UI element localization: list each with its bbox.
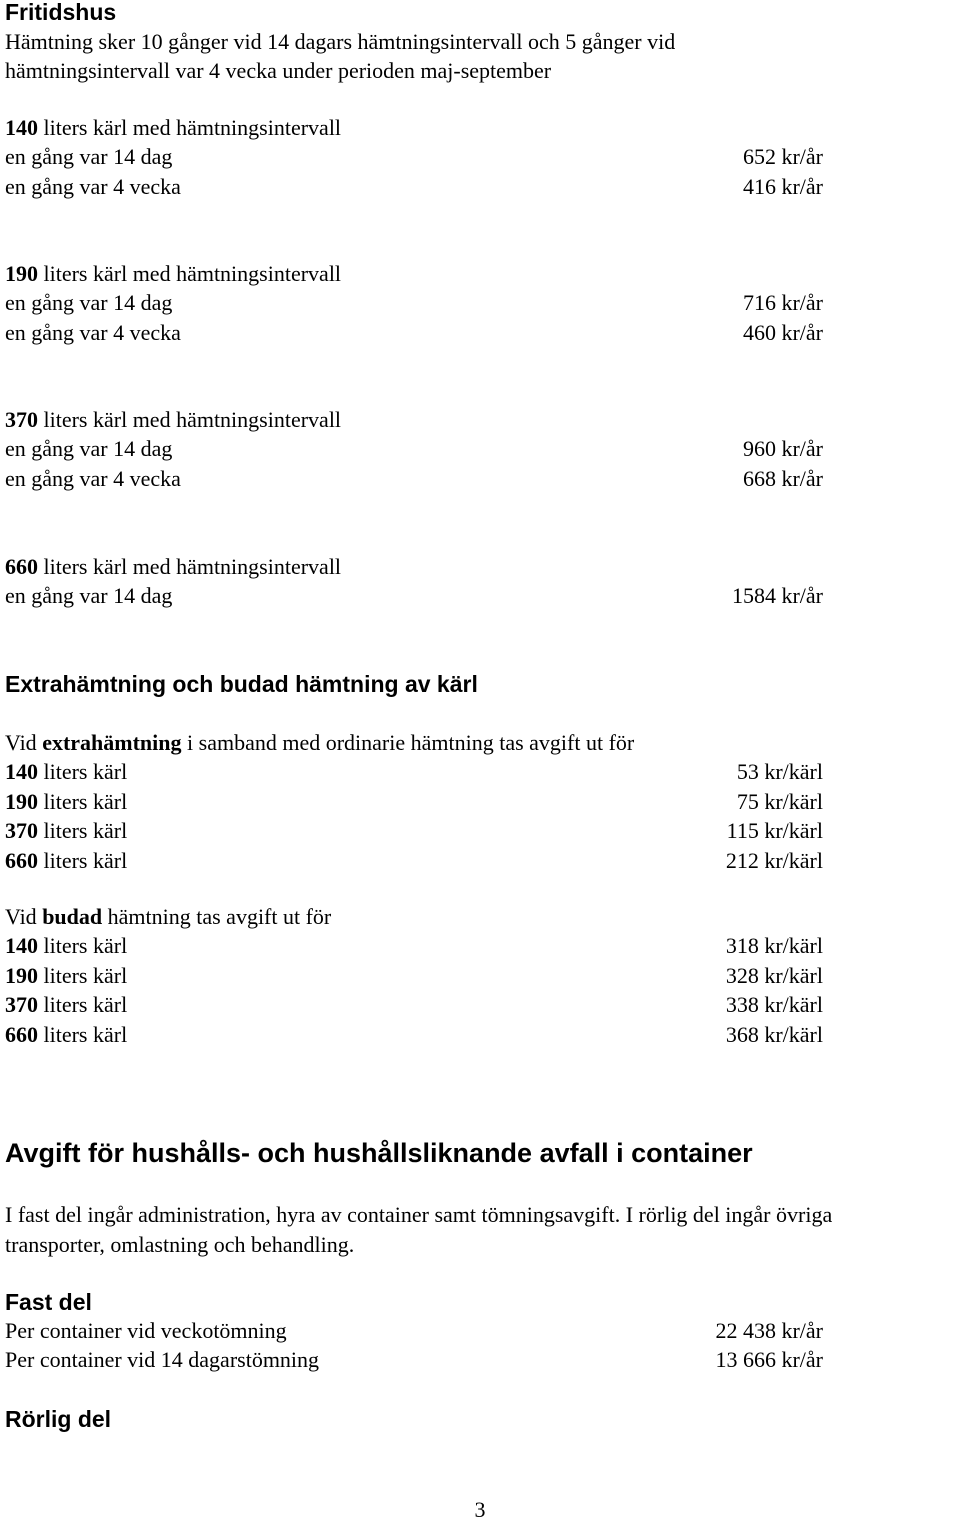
price-value: 716 kr/år	[742, 290, 823, 316]
price-group-660	[0, 552, 960, 611]
subheading-rorlig-del: Rörlig del	[5, 1406, 112, 1432]
bin-size-label: 190 liters kärl	[5, 962, 128, 988]
price-value: 338 kr/kärl	[725, 992, 823, 1018]
intro-line: hämtningsintervall var 4 vecka under perioden maj-september	[5, 58, 552, 83]
group-title: 190 liters kärl med hämtningsintervall	[5, 261, 342, 286]
price-value: 368 kr/kärl	[725, 1021, 823, 1047]
interval-label: en gång var 4 vecka	[5, 319, 181, 345]
section-heading-fritidshus: Fritidshus	[5, 0, 117, 25]
bin-size-label: 660 liters kärl	[5, 1021, 128, 1047]
interval-label: en gång var 4 vecka	[5, 465, 181, 491]
bin-size-label: 660 liters kärl	[5, 847, 128, 873]
section-heading-extrahamtning: Extrahämtning och budad hämtning av kärl	[5, 671, 478, 697]
bin-size-label: 140 liters kärl	[5, 759, 128, 785]
price-value: 652 kr/år	[742, 144, 823, 170]
group-title: 660 liters kärl med hämtningsintervall	[5, 554, 342, 579]
price-value: 22 438 kr/år	[715, 1318, 823, 1343]
price-group-370	[0, 405, 960, 493]
bin-size-label: 190 liters kärl	[5, 788, 128, 814]
fast-del-list	[0, 1316, 960, 1375]
container-description: I fast del ingår administration, hyra av container samt tömningsavgift. I rörlig del ingår övriga	[5, 1202, 833, 1227]
container-description: transporter, omlastning och behandling.	[5, 1232, 355, 1257]
interval-label: en gång var 14 dag	[5, 583, 173, 609]
price-group-190	[0, 259, 960, 347]
price-value: 668 kr/år	[742, 465, 823, 491]
group-title: 370 liters kärl med hämtningsintervall	[5, 407, 342, 432]
fee-label: Per container vid veckotömning	[5, 1318, 287, 1343]
budad-intro: Vid budad hämtning tas avgift ut för	[5, 904, 332, 929]
bin-size-label: 140 liters kärl	[5, 933, 128, 959]
subheading-fast-del: Fast del	[5, 1289, 92, 1315]
interval-label: en gång var 4 vecka	[5, 173, 181, 199]
price-value: 75 kr/kärl	[736, 788, 823, 814]
interval-label: en gång var 14 dag	[5, 436, 173, 462]
price-value: 1584 kr/år	[731, 583, 823, 609]
budad-pickup-list	[0, 902, 960, 1049]
price-value: 460 kr/år	[742, 319, 823, 345]
price-value: 13 666 kr/år	[715, 1347, 823, 1373]
page-number: 3	[474, 1497, 486, 1522]
price-value: 328 kr/kärl	[725, 962, 823, 988]
extra-intro: Vid extrahämtning i samband med ordinarie hämtning tas avgift ut för	[5, 730, 635, 755]
intro-line: Hämtning sker 10 gånger vid 14 dagars hämtningsintervall och 5 gånger vid	[5, 29, 676, 54]
group-title: 140 liters kärl med hämtningsintervall	[5, 115, 342, 140]
section-heading-container: Avgift för hushålls- och hushållsliknande avfall i container	[5, 1138, 753, 1168]
interval-label: en gång var 14 dag	[5, 290, 173, 316]
price-value: 115 kr/kärl	[726, 818, 823, 844]
extra-pickup-list	[0, 728, 960, 875]
bin-size-label: 370 liters kärl	[5, 818, 128, 844]
price-group-140	[0, 113, 960, 201]
price-value: 960 kr/år	[742, 436, 823, 462]
price-value: 318 kr/kärl	[725, 933, 823, 959]
fee-label: Per container vid 14 dagarstömning	[5, 1347, 320, 1373]
price-value: 212 kr/kärl	[725, 847, 823, 873]
interval-label: en gång var 14 dag	[5, 144, 173, 170]
bin-size-label: 370 liters kärl	[5, 992, 128, 1018]
price-value: 53 kr/kärl	[736, 759, 823, 785]
price-value: 416 kr/år	[742, 173, 823, 199]
